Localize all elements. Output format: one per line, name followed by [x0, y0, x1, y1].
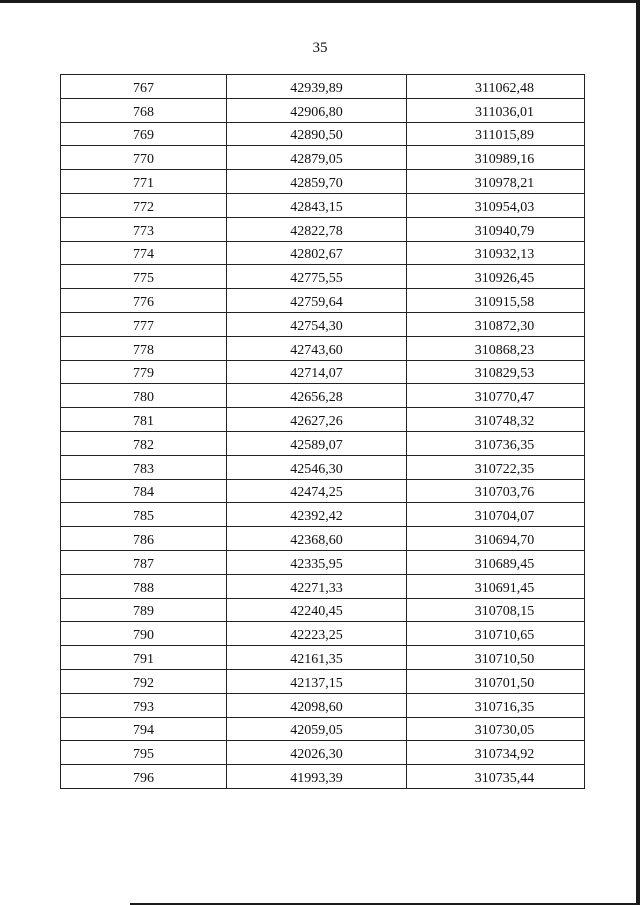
y-coordinate-cell: 310736,35: [407, 431, 585, 455]
y-coordinate-cell: 310730,05: [407, 717, 585, 741]
point-number-cell: 779: [61, 360, 227, 384]
y-coordinate-cell: 310691,45: [407, 574, 585, 598]
table-row: [61, 765, 585, 789]
x-coordinate-cell: 42026,30: [227, 741, 407, 765]
y-coordinate-cell: 310710,65: [407, 622, 585, 646]
x-coordinate-cell: 42843,15: [227, 193, 407, 217]
x-coordinate-cell: 42392,42: [227, 503, 407, 527]
x-coordinate-cell: 42759,64: [227, 289, 407, 313]
table-row: [61, 408, 585, 432]
y-coordinate-cell: 310954,03: [407, 193, 585, 217]
table-row: [61, 289, 585, 313]
table-row: [61, 455, 585, 479]
y-coordinate-cell: 310770,47: [407, 384, 585, 408]
x-coordinate-cell: 42939,89: [227, 75, 407, 99]
point-number-cell: 777: [61, 312, 227, 336]
y-coordinate-cell: 310926,45: [407, 265, 585, 289]
y-coordinate-cell: 311036,01: [407, 98, 585, 122]
x-coordinate-cell: 42335,95: [227, 550, 407, 574]
point-number-cell: 775: [61, 265, 227, 289]
x-coordinate-cell: 42059,05: [227, 717, 407, 741]
x-coordinate-cell: 41993,39: [227, 765, 407, 789]
table-row: [61, 550, 585, 574]
point-number-cell: 773: [61, 217, 227, 241]
point-number-cell: 789: [61, 598, 227, 622]
point-number-cell: 771: [61, 170, 227, 194]
point-number-cell: 782: [61, 431, 227, 455]
x-coordinate-cell: 42368,60: [227, 527, 407, 551]
table-row: [61, 693, 585, 717]
y-coordinate-cell: 310868,23: [407, 336, 585, 360]
x-coordinate-cell: 42546,30: [227, 455, 407, 479]
table-row: [61, 241, 585, 265]
point-number-cell: 769: [61, 122, 227, 146]
x-coordinate-cell: 42098,60: [227, 693, 407, 717]
point-number-cell: 791: [61, 646, 227, 670]
table-row: [61, 170, 585, 194]
x-coordinate-cell: 42656,28: [227, 384, 407, 408]
x-coordinate-cell: 42743,60: [227, 336, 407, 360]
table-row: [61, 75, 585, 99]
y-coordinate-cell: 310689,45: [407, 550, 585, 574]
x-coordinate-cell: 42223,25: [227, 622, 407, 646]
x-coordinate-cell: 42589,07: [227, 431, 407, 455]
table-row: [61, 574, 585, 598]
point-number-cell: 781: [61, 408, 227, 432]
table-row: [61, 193, 585, 217]
point-number-cell: 796: [61, 765, 227, 789]
page-number: 35: [312, 40, 328, 56]
x-coordinate-cell: 42890,50: [227, 122, 407, 146]
point-number-cell: 785: [61, 503, 227, 527]
table-row: [61, 503, 585, 527]
table-row: [61, 741, 585, 765]
point-number-cell: 772: [61, 193, 227, 217]
point-number-cell: 770: [61, 146, 227, 170]
point-number-cell: 793: [61, 693, 227, 717]
y-coordinate-cell: 310932,13: [407, 241, 585, 265]
table-row: [61, 312, 585, 336]
point-number-cell: 767: [61, 75, 227, 99]
table-row: [61, 336, 585, 360]
point-number-cell: 786: [61, 527, 227, 551]
point-number-cell: 780: [61, 384, 227, 408]
table-row: [61, 479, 585, 503]
x-coordinate-cell: 42906,80: [227, 98, 407, 122]
point-number-cell: 787: [61, 550, 227, 574]
y-coordinate-cell: 310735,44: [407, 765, 585, 789]
y-coordinate-cell: 310716,35: [407, 693, 585, 717]
y-coordinate-cell: 310708,15: [407, 598, 585, 622]
y-coordinate-cell: 310704,07: [407, 503, 585, 527]
coordinates-table: [60, 74, 585, 789]
x-coordinate-cell: 42822,78: [227, 217, 407, 241]
x-coordinate-cell: 42271,33: [227, 574, 407, 598]
y-coordinate-cell: 310829,53: [407, 360, 585, 384]
x-coordinate-cell: 42775,55: [227, 265, 407, 289]
table-row: [61, 122, 585, 146]
point-number-cell: 783: [61, 455, 227, 479]
point-number-cell: 774: [61, 241, 227, 265]
table-row: [61, 384, 585, 408]
table-row: [61, 217, 585, 241]
y-coordinate-cell: 310978,21: [407, 170, 585, 194]
point-number-cell: 778: [61, 336, 227, 360]
x-coordinate-cell: 42474,25: [227, 479, 407, 503]
table-row: [61, 431, 585, 455]
table-row: [61, 646, 585, 670]
y-coordinate-cell: 311015,89: [407, 122, 585, 146]
point-number-cell: 776: [61, 289, 227, 313]
y-coordinate-cell: 310872,30: [407, 312, 585, 336]
table-row: [61, 669, 585, 693]
point-number-cell: 792: [61, 669, 227, 693]
point-number-cell: 784: [61, 479, 227, 503]
scan-edge-right: [636, 0, 640, 905]
x-coordinate-cell: 42879,05: [227, 146, 407, 170]
table-row: [61, 265, 585, 289]
coordinates-table-body: [61, 75, 585, 789]
table-row: [61, 622, 585, 646]
x-coordinate-cell: 42627,26: [227, 408, 407, 432]
y-coordinate-cell: 311062,48: [407, 75, 585, 99]
table-row: [61, 98, 585, 122]
table-row: [61, 146, 585, 170]
y-coordinate-cell: 310703,76: [407, 479, 585, 503]
x-coordinate-cell: 42137,15: [227, 669, 407, 693]
x-coordinate-cell: 42240,45: [227, 598, 407, 622]
x-coordinate-cell: 42161,35: [227, 646, 407, 670]
x-coordinate-cell: 42754,30: [227, 312, 407, 336]
y-coordinate-cell: 310710,50: [407, 646, 585, 670]
table-row: [61, 360, 585, 384]
y-coordinate-cell: 310734,92: [407, 741, 585, 765]
y-coordinate-cell: 310989,16: [407, 146, 585, 170]
point-number-cell: 768: [61, 98, 227, 122]
coordinates-table-container: [60, 74, 584, 789]
y-coordinate-cell: 310701,50: [407, 669, 585, 693]
y-coordinate-cell: 310748,32: [407, 408, 585, 432]
table-row: [61, 717, 585, 741]
point-number-cell: 790: [61, 622, 227, 646]
x-coordinate-cell: 42802,67: [227, 241, 407, 265]
table-row: [61, 598, 585, 622]
x-coordinate-cell: 42859,70: [227, 170, 407, 194]
y-coordinate-cell: 310915,58: [407, 289, 585, 313]
y-coordinate-cell: 310722,35: [407, 455, 585, 479]
point-number-cell: 794: [61, 717, 227, 741]
y-coordinate-cell: 310694,70: [407, 527, 585, 551]
table-row: [61, 527, 585, 551]
x-coordinate-cell: 42714,07: [227, 360, 407, 384]
scan-edge-top: [0, 0, 640, 3]
point-number-cell: 788: [61, 574, 227, 598]
y-coordinate-cell: 310940,79: [407, 217, 585, 241]
point-number-cell: 795: [61, 741, 227, 765]
